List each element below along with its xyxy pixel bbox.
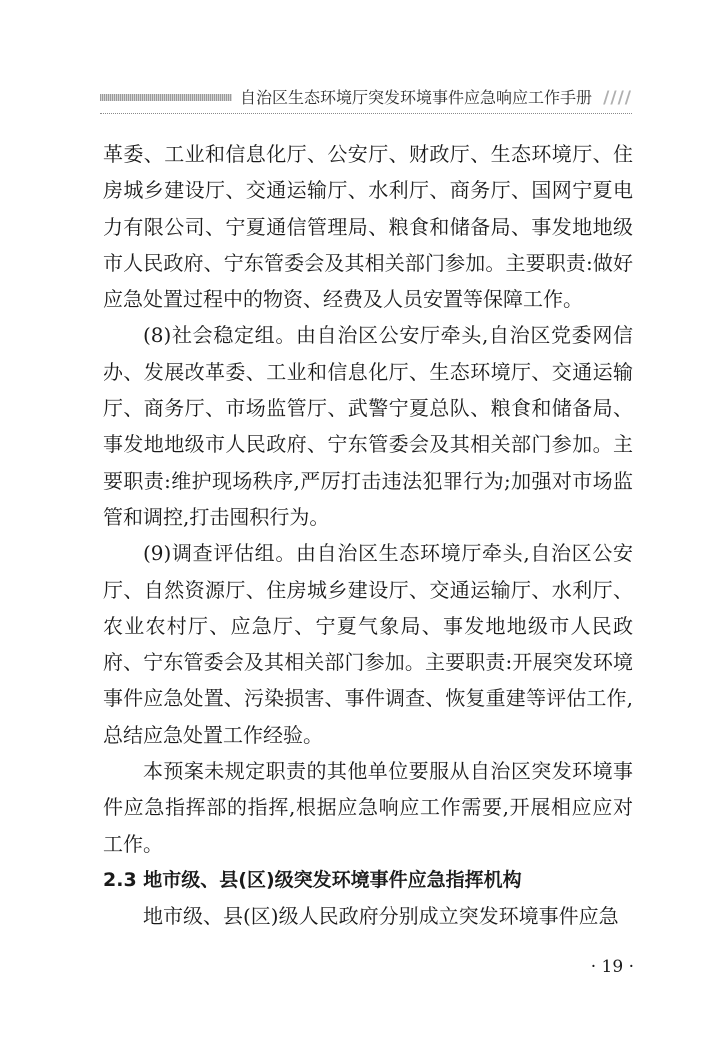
body-paragraph-other-units: 本预案未规定职责的其他单位要服从自治区突发环境事件应急指挥部的指挥,根据应急响应工作需要,开展相应应对工作。 xyxy=(103,759,633,856)
body-paragraph-local: 地市级、县(区)级人民政府分别成立突发环境事件应急 xyxy=(143,904,619,929)
page-number: · 19 · xyxy=(590,957,634,977)
page-body xyxy=(103,136,633,935)
header-title: 自治区生态环境厅突发环境事件应急响应工作手册 xyxy=(232,84,592,112)
header-dotted-rule xyxy=(100,113,632,114)
running-header xyxy=(100,84,632,114)
body-paragraph-social-stability: (8)社会稳定组。由自治区公安厅牵头,自治区党委网信办、发展改革委、工业和信息化厅、生态环境厅、交通运输厅、商务厅、市场监管厅、武警宁夏总队、粮食和储备局、事发地地级市人民政府、宁东管委会及其相关部门参加。主要职责:维护现场秩序,严厉打击违法犯罪行为;加强对市场监管和调控,打击囤积行为。 xyxy=(103,323,633,529)
body-paragraph-investigation: (9)调查评估组。由自治区生态环境厅牵头,自治区公安厅、自然资源厅、住房城乡建设厅、交通运输厅、水利厅、农业农村厅、应急厅、宁夏气象局、事发地地级市人民政府、宁东管委会及其相关部门参加。主要职责:开展突发环境事件应急处置、污染损害、事件调查、恢复重建等评估工作,总结应急处置工作经验。 xyxy=(103,541,633,747)
body-paragraph-continued: 革委、工业和信息化厅、公安厅、财政厅、生态环境厅、住房城乡建设厅、交通运输厅、水利厅、商务厅、国网宁夏电力有限公司、宁夏通信管理局、粮食和储备局、事发地地级市人民政府、宁东管委会及其相关部门参加。主要职责:做好应急处置过程中的物资、经费及人员安置等保障工作。 xyxy=(103,142,633,312)
header-slash-decoration: //// xyxy=(603,88,632,108)
section-heading: 2.3 地市级、县(区)级突发环境事件应急指挥机构 xyxy=(103,868,522,891)
